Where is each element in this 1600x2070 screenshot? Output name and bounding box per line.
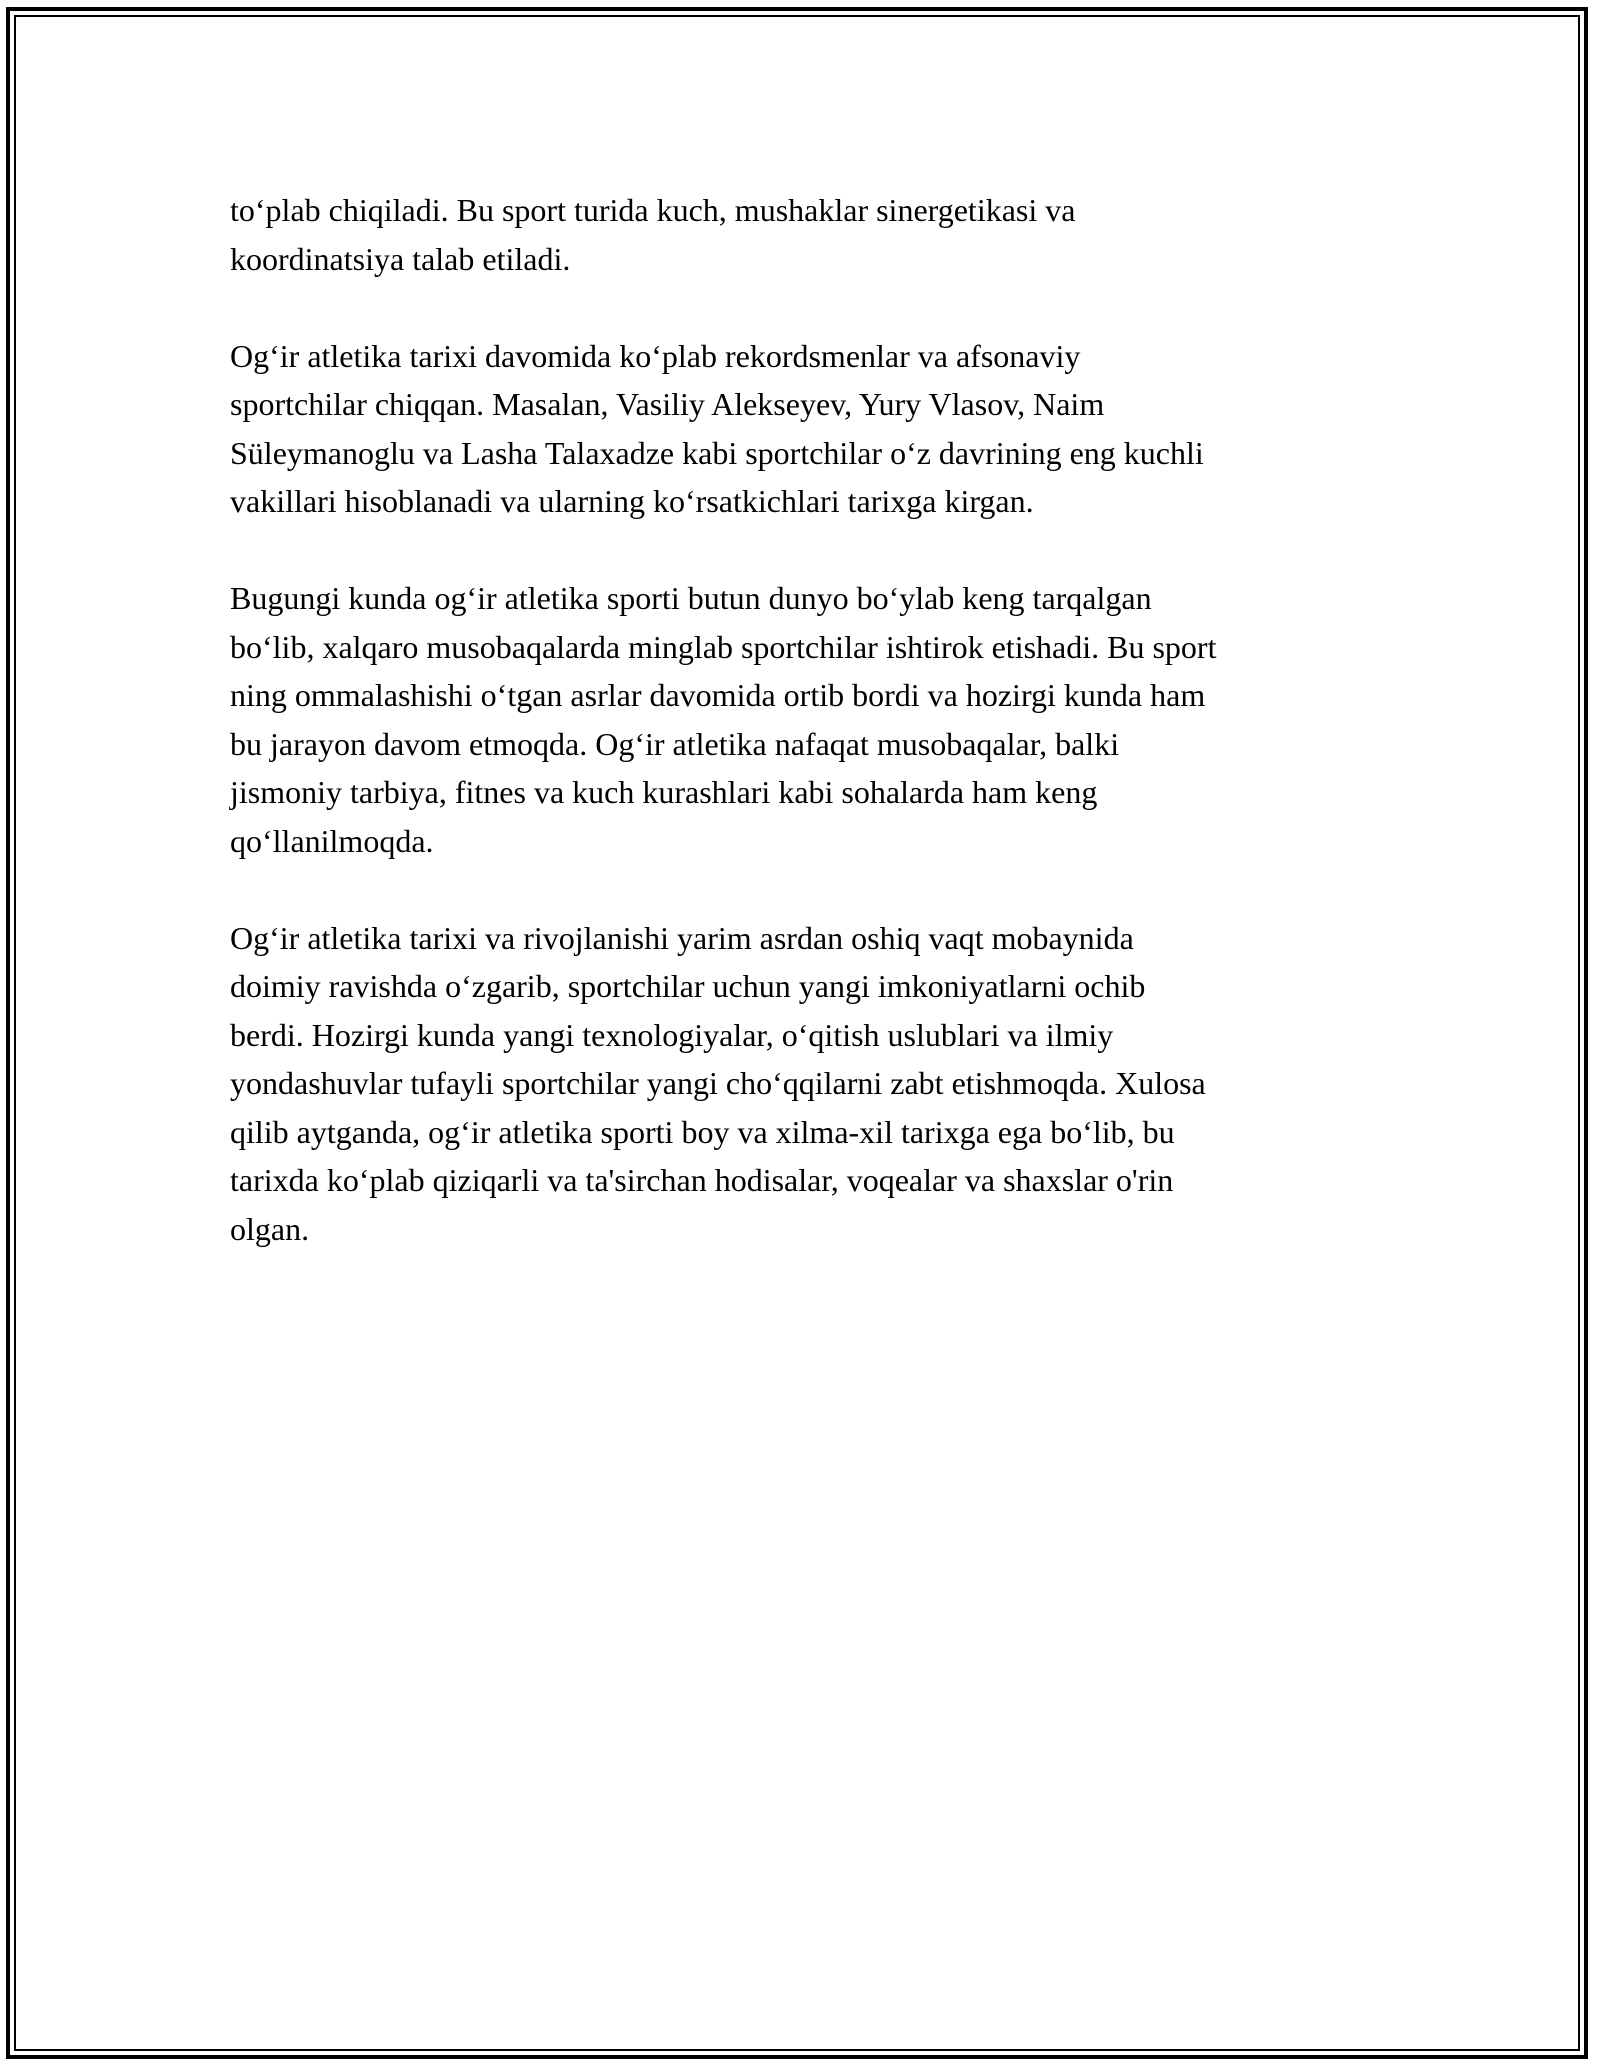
text-line: doimiy ravishda o‘zgarib, sportchilar uchun yangi imkoniyatlarni ochib <box>230 968 1146 1004</box>
paragraph-1 <box>230 186 1390 283</box>
document-body <box>230 186 1390 1253</box>
text-line: ning ommalashishi o‘tgan asrlar davomida ortib bordi va hozirgi kunda ham <box>230 677 1206 713</box>
text-line: qilib aytganda, og‘ir atletika sporti boy va xilma-xil tarixga ega bo‘lib, bu <box>230 1113 1175 1150</box>
text-line: sportchilar chiqqan. Masalan, Vasiliy Alekseyev, Yury Vlasov, Naim <box>230 386 1105 422</box>
text-line: koordinatsiya talab etiladi. <box>230 240 571 277</box>
text-line: berdi. Hozirgi kunda yangi texnologiyalar, o‘qitish uslublari va ilmiy <box>230 1016 1114 1053</box>
text-line: to‘plab chiqiladi. Bu sport turida kuch, mushaklar sinergetikasi va <box>230 192 1076 228</box>
text-line: bo‘lib, xalqaro musobaqalarda minglab sportchilar ishtirok etishadi. Bu sport <box>230 628 1217 665</box>
text-line: Süleymanoglu va Lasha Talaxadze kabi sportchilar o‘z davrining eng kuchli <box>230 434 1204 471</box>
text-line: Og‘ir atletika tarixi davomida ko‘plab rekordsmenlar va afsonaviy <box>230 337 1081 374</box>
text-line: bu jarayon davom etmoqda. Og‘ir atletika nafaqat musobaqalar, balki <box>230 725 1120 762</box>
text-line: vakillari hisoblanadi va ularning ko‘rsatkichlari tarixga kirgan. <box>230 483 1034 519</box>
paragraph-3 <box>230 574 1390 865</box>
paragraph-2 <box>230 332 1390 526</box>
text-line: olgan. <box>230 1210 310 1247</box>
text-line: Og‘ir atletika tarixi va rivojlanishi yarim asrdan oshiq vaqt mobaynida <box>230 919 1134 956</box>
text-line: tarixda ko‘plab qiziqarli va ta'sirchan hodisalar, voqealar va shaxslar o'rin <box>230 1162 1174 1198</box>
text-line: Bugungi kunda og‘ir atletika sporti butun dunyo bo‘ylab keng tarqalgan <box>230 580 1152 616</box>
paragraph-4 <box>230 914 1390 1254</box>
text-line: qo‘llanilmoqda. <box>230 822 434 859</box>
text-line: jismoniy tarbiya, fitnes va kuch kurashlari kabi sohalarda ham keng <box>230 774 1098 810</box>
text-line: yondashuvlar tufayli sportchilar yangi cho‘qqilarni zabt etishmoqda. Xulosa <box>230 1065 1206 1101</box>
